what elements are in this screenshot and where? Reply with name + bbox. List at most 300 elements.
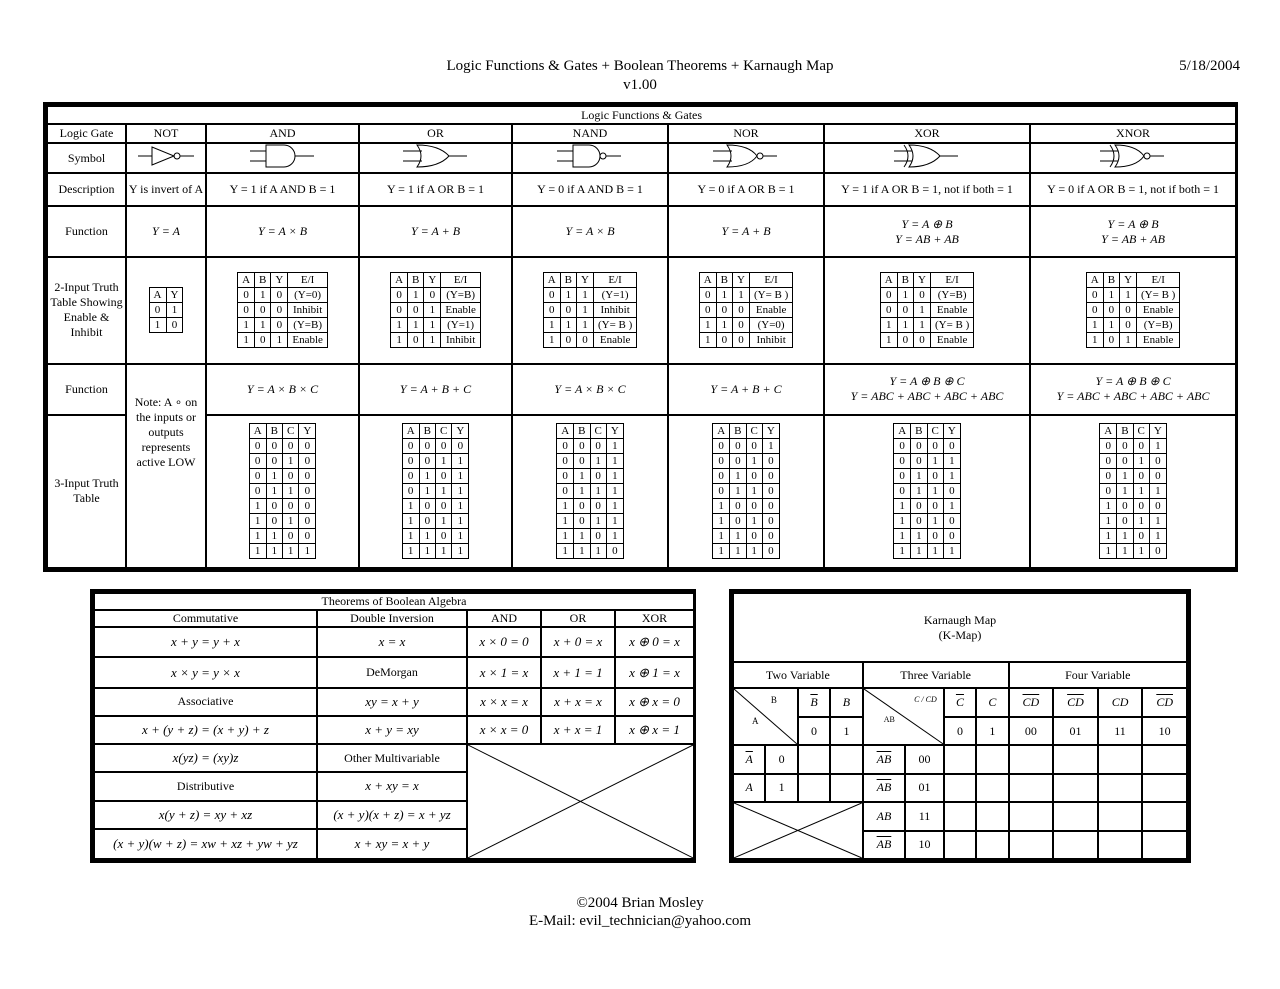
tt-cell: 1	[1120, 333, 1137, 348]
tt-cell: 1	[699, 318, 716, 333]
tt-cell: 0	[574, 499, 590, 514]
tt-cell: 0	[894, 454, 911, 469]
tt-cell: 1	[574, 529, 590, 544]
tt-cell: 0	[713, 469, 730, 484]
gate-name-or: OR	[359, 124, 512, 142]
gate-name-xor: XOR	[824, 124, 1030, 142]
tt-header: B	[574, 424, 590, 439]
tt-cell: 1	[424, 303, 441, 318]
tt-header: B	[408, 273, 424, 288]
tt-cell: 0	[419, 439, 435, 454]
tt-header: A	[249, 424, 266, 439]
tt-cell: 0	[1103, 303, 1119, 318]
kmap3-col-c: C	[976, 688, 1008, 716]
thm-xor-0: x ⊕ 0 = x	[615, 627, 694, 657]
desc-xor: Y = 1 if A OR B = 1, not if both = 1	[824, 173, 1030, 206]
tt-cell: 0	[1100, 469, 1117, 484]
email: E-Mail: evil_technician@yahoo.com	[528, 913, 752, 929]
kmap3-corner-bot: AB	[883, 715, 895, 725]
tt-cell: 0	[266, 499, 282, 514]
kmap-cell	[1142, 831, 1187, 859]
tt-cell: 1	[880, 318, 897, 333]
tt-cell: 0	[271, 303, 288, 318]
tt-cell: 1	[746, 484, 762, 499]
tt-cell: 1	[606, 454, 623, 469]
tt-cell: 1	[699, 333, 716, 348]
tt-cell: 0	[762, 544, 779, 559]
tt-cell: (Y=B)	[288, 318, 328, 333]
thm-or-1: x + 1 = 1	[541, 657, 615, 687]
tt-cell: 0	[436, 469, 452, 484]
nor-gate-icon	[711, 144, 781, 168]
tt-cell: 1	[452, 499, 469, 514]
tt-header: A	[543, 273, 560, 288]
tt-cell: 1	[894, 514, 911, 529]
tt-cell: 0	[1133, 469, 1149, 484]
tt-cell: 1	[543, 318, 560, 333]
func-and: Y = A × B	[206, 206, 359, 257]
tt-cell: Inhibit	[593, 303, 636, 318]
tt-header: B	[911, 424, 927, 439]
kmap-row-val-1: 01	[905, 774, 944, 802]
tt-header: A	[894, 424, 911, 439]
func3-xor-alt: Y = ABC + ABC + ABC + ABC	[850, 389, 1004, 404]
nand-tt2-cell	[512, 257, 668, 363]
tt-header: A	[149, 288, 166, 303]
tt-cell: 1	[557, 544, 574, 559]
tt-header: A	[880, 273, 897, 288]
thm-xor-3: x ⊕ x = 1	[615, 716, 694, 744]
tt-cell: 1	[452, 544, 469, 559]
tt-cell: 0	[408, 303, 424, 318]
kmap3-corner	[863, 688, 944, 745]
tt-cell: 1	[943, 454, 960, 469]
row-label-function3: Function	[47, 364, 126, 415]
tt-cell: 1	[452, 514, 469, 529]
tt-cell: 1	[543, 333, 560, 348]
tt-cell: 1	[419, 529, 435, 544]
tt-cell: 0	[897, 303, 913, 318]
func-or: Y = A + B	[359, 206, 512, 257]
kmap-title-cell	[733, 593, 1187, 662]
tt-cell: 0	[149, 303, 166, 318]
tt-header: Y	[606, 424, 623, 439]
tt-cell: 0	[1117, 514, 1133, 529]
kmap-cell	[944, 802, 976, 830]
tt-cell: 1	[1117, 529, 1133, 544]
tt-header: C	[590, 424, 606, 439]
tt-cell: 1	[730, 484, 746, 499]
kmap-cell	[1098, 802, 1143, 830]
tt-cell: 0	[299, 439, 316, 454]
tt-header: B	[730, 424, 746, 439]
func-nor: Y = A + B	[668, 206, 824, 257]
tt-cell: 1	[927, 514, 943, 529]
tt-header: Y	[943, 424, 960, 439]
tt-cell: 0	[606, 544, 623, 559]
gate-name-xnor: XNOR	[1030, 124, 1236, 142]
tt-header: E/I	[593, 273, 636, 288]
tt-cell: Inhibit	[749, 333, 792, 348]
tt-cell: 0	[402, 484, 419, 499]
tt-cell: 0	[897, 333, 913, 348]
tt-cell: 0	[299, 484, 316, 499]
kmap-row-3: $\overline{AB}$	[863, 831, 906, 859]
tt-cell: 1	[577, 303, 594, 318]
kmap-row-2: AB	[863, 802, 906, 830]
tt-cell: 0	[716, 333, 732, 348]
kmap-row-0: $\overline{AB}$	[863, 745, 906, 773]
kmap3-val-0: 0	[944, 717, 976, 745]
tt-header: C	[927, 424, 943, 439]
tt-cell: (Y= B )	[930, 318, 973, 333]
tt-cell: 0	[927, 469, 943, 484]
thm-mid-3: x + y = xy	[317, 716, 467, 744]
tt-cell: 0	[238, 288, 255, 303]
func3-xor: Y = A ⊕ B ⊕ C Y = ABC + ABC + ABC + ABC	[824, 364, 1030, 415]
hdr-or: OR	[541, 610, 615, 627]
tt-cell: 1	[1103, 288, 1119, 303]
tt-cell: 0	[402, 454, 419, 469]
thm-or-0: x + 0 = x	[541, 627, 615, 657]
tt-header: A	[238, 273, 255, 288]
and-tt3-cell	[206, 415, 359, 568]
thm-left-0: x + y = y + x	[94, 627, 317, 657]
kmap-panel	[729, 589, 1191, 863]
tt-cell: 0	[1133, 439, 1149, 454]
thm-xor-1: x ⊕ 1 = x	[615, 657, 694, 687]
tt-cell: 0	[266, 454, 282, 469]
tt-cell: 0	[762, 454, 779, 469]
tt-cell: (Y=B)	[930, 288, 973, 303]
tt-cell: 0	[249, 454, 266, 469]
thm-left-6: x(y + z) = xy + xz	[94, 801, 317, 829]
func3-xnor-alt: Y = ABC + ABC + ABC + ABC	[1056, 389, 1210, 404]
tt-header: B	[266, 424, 282, 439]
tt-cell: (Y=1)	[593, 288, 636, 303]
kmap-cell	[944, 831, 976, 859]
tt-cell: 1	[419, 544, 435, 559]
thm-and-1: x × 1 = x	[467, 657, 541, 687]
tt-cell: 0	[590, 529, 606, 544]
tt-cell: 1	[436, 454, 452, 469]
kmap4-col-1: $\overline{CD}$	[1053, 688, 1098, 716]
kmap-cell	[1142, 802, 1187, 830]
kmap2-row-abar: $\overline{A}$	[733, 745, 765, 773]
or-tt3-cell	[359, 415, 512, 568]
kmap-three-variable: Three Variable	[863, 662, 1009, 688]
kmap4-col-2: CD	[1098, 688, 1143, 716]
tt-header: Y	[424, 273, 441, 288]
tt-cell: 0	[557, 454, 574, 469]
thm-left-1: x × y = y × x	[94, 657, 317, 687]
tt-cell: 0	[699, 288, 716, 303]
tt-cell: 0	[1100, 484, 1117, 499]
tt-cell: 1	[238, 318, 255, 333]
nor-tt2-cell	[668, 257, 824, 363]
kmap2-corner	[733, 688, 798, 745]
tt-cell: 1	[943, 544, 960, 559]
thm-and-2: x × x = x	[467, 688, 541, 716]
thm-mid-7: x + xy = x + y	[317, 829, 467, 859]
tt-cell: 0	[746, 469, 762, 484]
tt-header: A	[557, 424, 574, 439]
tt-header: C	[1133, 424, 1149, 439]
tt-cell: 0	[699, 303, 716, 318]
thm-and-3: x × x = 0	[467, 716, 541, 744]
theorems-panel	[90, 589, 696, 863]
row-label-two-input: 2-Input Truth Table Showing Enable & Inhibit	[47, 257, 126, 363]
tt-header: B	[1103, 273, 1119, 288]
kmap-subtitle: (K-Map)	[938, 627, 982, 642]
tt-cell: 0	[1103, 333, 1119, 348]
two-input-truth-table	[390, 272, 481, 348]
hdr-and: AND	[467, 610, 541, 627]
tt-cell: 0	[911, 514, 927, 529]
thm-mid-1: DeMorgan	[317, 657, 467, 687]
tt-cell: 0	[762, 484, 779, 499]
tt-cell: 0	[713, 454, 730, 469]
tt-cell: 0	[299, 514, 316, 529]
kmap2-corner-top: B	[770, 695, 777, 706]
tt-cell: 1	[606, 484, 623, 499]
tt-cell: 1	[730, 469, 746, 484]
desc-and: Y = 1 if A AND B = 1	[206, 173, 359, 206]
tt-cell: 0	[1120, 303, 1137, 318]
tt-cell: 1	[897, 318, 913, 333]
tt-cell: 1	[271, 333, 288, 348]
tt-cell: 1	[733, 288, 750, 303]
tt-cell: 1	[911, 544, 927, 559]
kmap-row-val-3: 10	[905, 831, 944, 859]
xor-tt2-cell	[824, 257, 1030, 363]
tt-cell: 1	[927, 544, 943, 559]
not-truth-table-cell	[126, 257, 206, 363]
tt-cell: 1	[249, 514, 266, 529]
tt-header: A	[699, 273, 716, 288]
tt-cell: 1	[606, 529, 623, 544]
func3-nand: Y = A × B × C	[512, 364, 668, 415]
tt-cell: 0	[943, 484, 960, 499]
kmap2-col-bbar: $\overline{B}$	[798, 688, 830, 716]
thm-left-2: Associative	[94, 688, 317, 716]
tt-cell: 0	[730, 499, 746, 514]
tt-cell: 0	[557, 469, 574, 484]
logic-gates-panel	[43, 102, 1238, 572]
tt-cell: 1	[577, 288, 594, 303]
kmap-row-1: $\overline{AB}$	[863, 774, 906, 802]
thm-left-4: x(yz) = (xy)z	[94, 744, 317, 772]
three-input-truth-table	[249, 423, 317, 559]
tt-cell: 1	[590, 454, 606, 469]
tt-cell: 0	[1086, 303, 1103, 318]
tt-cell: 0	[1149, 454, 1166, 469]
not-truth-table	[149, 287, 184, 333]
tt-cell: 0	[911, 454, 927, 469]
tt-cell: 1	[249, 499, 266, 514]
kmap2-row-a: A	[733, 774, 765, 802]
tt-cell: 1	[730, 529, 746, 544]
or-tt2-cell	[359, 257, 512, 363]
tt-cell: 0	[713, 439, 730, 454]
tt-header: Y	[452, 424, 469, 439]
logic-gates-table	[46, 105, 1237, 569]
kmap3-corner-top: C / CD	[914, 695, 937, 705]
func-nand: Y = A × B	[512, 206, 668, 257]
tt-cell: 1	[713, 544, 730, 559]
tt-cell: 1	[283, 484, 299, 499]
desc-nand: Y = 0 if A AND B = 1	[512, 173, 668, 206]
tt-cell: 1	[1100, 544, 1117, 559]
tt-cell: 1	[574, 469, 590, 484]
tt-cell: 0	[713, 484, 730, 499]
gate-name-and: AND	[206, 124, 359, 142]
tt-cell: 0	[1117, 499, 1133, 514]
tt-cell: 1	[716, 318, 732, 333]
tt-cell: 1	[716, 288, 732, 303]
tt-cell: 1	[419, 484, 435, 499]
kmap-cell	[944, 745, 976, 773]
or-gate-icon	[401, 144, 471, 168]
tt-cell: 0	[590, 469, 606, 484]
tt-cell: 1	[436, 544, 452, 559]
desc-not: Y is invert of A	[126, 173, 206, 206]
tt-cell: 1	[249, 529, 266, 544]
tt-header: B	[1117, 424, 1133, 439]
tt-cell: 1	[894, 529, 911, 544]
tt-header: Y	[1120, 273, 1137, 288]
tt-cell: 1	[746, 454, 762, 469]
tt-cell: 0	[574, 514, 590, 529]
tt-cell: 0	[1149, 544, 1166, 559]
tt-cell: 0	[166, 318, 183, 333]
tt-header: A	[391, 273, 408, 288]
kmap-cell	[798, 745, 830, 773]
kmap-cell	[1009, 745, 1054, 773]
tt-cell: 0	[560, 333, 576, 348]
thm-xor-2: x ⊕ x = 0	[615, 688, 694, 716]
tt-header: A	[402, 424, 419, 439]
desc-nor: Y = 0 if A OR B = 1	[668, 173, 824, 206]
tt-cell: 1	[1149, 514, 1166, 529]
tt-cell: 1	[746, 544, 762, 559]
theorems-table	[93, 592, 695, 860]
kmap4-col-0: $\overline{CD}$	[1009, 688, 1054, 716]
tt-cell: (Y= B )	[593, 318, 636, 333]
or-gate-symbol	[359, 143, 512, 174]
tt-cell: 0	[238, 303, 255, 318]
tt-cell: 0	[299, 529, 316, 544]
tt-cell: (Y=1)	[441, 318, 481, 333]
tt-cell: 0	[943, 514, 960, 529]
copyright: ©2004 Brian Mosley	[576, 895, 704, 911]
tt-header: A	[1100, 424, 1117, 439]
tt-cell: 1	[1149, 439, 1166, 454]
tt-cell: 1	[1149, 484, 1166, 499]
func-xnor: Y = A ⊕ B Y = AB + AB	[1030, 206, 1236, 257]
kmap-cell	[976, 745, 1008, 773]
tt-cell: 0	[283, 499, 299, 514]
thm-or-2: x + x = x	[541, 688, 615, 716]
tt-cell: 1	[149, 318, 166, 333]
tt-cell: 1	[283, 514, 299, 529]
hdr-xor: XOR	[615, 610, 694, 627]
tt-cell: 0	[894, 439, 911, 454]
tt-cell: 1	[402, 544, 419, 559]
cross-icon	[468, 745, 693, 858]
date: 5/18/2004	[1179, 58, 1240, 74]
tt-cell: 0	[762, 469, 779, 484]
tt-cell: 1	[299, 544, 316, 559]
three-input-truth-table	[712, 423, 780, 559]
kmap4-val-3: 10	[1142, 717, 1187, 745]
thm-or-3: x + x = 1	[541, 716, 615, 744]
logic-section-title: Logic Functions & Gates	[47, 106, 1236, 124]
tt-cell: 0	[419, 514, 435, 529]
tt-cell: 1	[730, 544, 746, 559]
desc-or: Y = 1 if A OR B = 1	[359, 173, 512, 206]
thm-left-7: (x + y)(w + z) = xw + xz + yw + yz	[94, 829, 317, 859]
tt-cell: 0	[436, 529, 452, 544]
func3-xnor: Y = A ⊕ B ⊕ C Y = ABC + ABC + ABC + ABC	[1030, 364, 1236, 415]
kmap2-val-0: 0	[798, 717, 830, 745]
tt-header: Y	[914, 273, 931, 288]
tt-cell: 1	[897, 288, 913, 303]
tt-cell: 0	[391, 288, 408, 303]
kmap-cell	[1053, 774, 1098, 802]
tt-cell: 1	[606, 439, 623, 454]
func-not: Y = A	[126, 206, 206, 257]
gate-name-nand: NAND	[512, 124, 668, 142]
tt-header: A	[1086, 273, 1103, 288]
tt-cell: 0	[249, 484, 266, 499]
tt-cell: 0	[733, 303, 750, 318]
tt-cell: 1	[557, 529, 574, 544]
tt-cell: 0	[880, 288, 897, 303]
tt-cell: 1	[402, 529, 419, 544]
kmap2-row-val-1: 1	[765, 774, 797, 802]
thm-left-5: Distributive	[94, 772, 317, 800]
func3-or: Y = A + B + C	[359, 364, 512, 415]
tt-cell: 0	[577, 333, 594, 348]
tt-cell: 1	[590, 544, 606, 559]
nand-tt3-cell	[512, 415, 668, 568]
tt-cell: 0	[543, 288, 560, 303]
tt-cell: 0	[249, 439, 266, 454]
kmap-cell	[976, 774, 1008, 802]
tt-cell: 0	[730, 514, 746, 529]
two-input-truth-table	[699, 272, 794, 348]
tt-cell: Enable	[288, 333, 328, 348]
tt-cell: 1	[927, 484, 943, 499]
tt-cell: 1	[911, 529, 927, 544]
tt-cell: 1	[266, 544, 282, 559]
tt-cell: 0	[1117, 439, 1133, 454]
tt-cell: 1	[574, 544, 590, 559]
kmap-cell	[976, 802, 1008, 830]
desc-xnor: Y = 0 if A OR B = 1, not if both = 1	[1030, 173, 1236, 206]
tt-cell: 0	[574, 439, 590, 454]
tt-header: E/I	[1137, 273, 1180, 288]
three-input-truth-table	[556, 423, 624, 559]
tt-cell: 0	[299, 454, 316, 469]
nor-gate-symbol	[668, 143, 824, 174]
row-label-gate: Logic Gate	[47, 124, 126, 142]
tt-cell: 0	[1120, 318, 1137, 333]
tt-cell: 0	[543, 303, 560, 318]
tt-cell: 1	[606, 499, 623, 514]
tt-cell: (Y=B)	[1137, 318, 1180, 333]
